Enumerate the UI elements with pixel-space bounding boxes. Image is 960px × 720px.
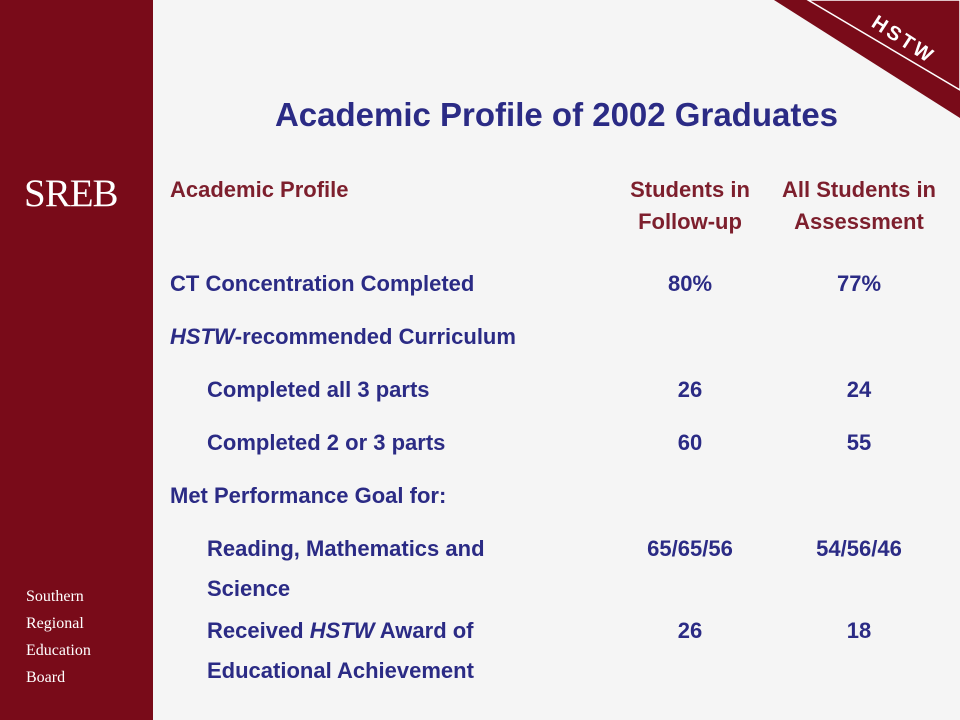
org-line: Regional xyxy=(26,615,84,632)
followup-value: 80% xyxy=(667,271,713,296)
row-label: Completed 2 or 3 parts xyxy=(207,430,446,455)
hstw-emphasis: HSTW xyxy=(309,618,375,643)
header-academic-profile: Academic Profile xyxy=(170,177,349,202)
row-label xyxy=(170,317,590,357)
org-line: Board xyxy=(26,669,66,686)
row-label-rest: -recommended Curriculum xyxy=(234,324,516,349)
org-line: Southern xyxy=(26,588,84,605)
followup-value: 26 xyxy=(677,377,703,402)
followup-value: 60 xyxy=(677,430,703,455)
header-students-follow-up: Students in Follow-up xyxy=(630,177,750,234)
row-label-rest: Award of Educational Achievement xyxy=(207,618,474,683)
row-label: Met Performance Goal for: xyxy=(170,483,447,508)
hstw-emphasis: HSTW xyxy=(170,324,235,349)
row-label-pre: Received xyxy=(207,618,310,643)
all-value: 24 xyxy=(846,377,872,402)
header-all-students: All Students in Assessment xyxy=(782,177,936,234)
row-label: Reading, Mathematics and Science xyxy=(207,536,485,601)
row-label: CT Concentration Completed xyxy=(170,271,475,296)
hstw-badge-text: HSTW xyxy=(867,11,939,69)
org-line: Education xyxy=(26,642,91,659)
row-label: Completed all 3 parts xyxy=(207,377,430,402)
page-title: Academic Profile of 2002 Graduates xyxy=(274,96,839,133)
all-value: 77% xyxy=(836,271,882,296)
followup-value: 26 xyxy=(677,618,703,643)
organization-name xyxy=(26,583,91,691)
row-label xyxy=(207,611,567,691)
followup-value: 65/65/56 xyxy=(647,536,733,561)
sreb-logo: SREB xyxy=(24,172,118,215)
all-value: 54/56/46 xyxy=(816,536,902,561)
all-value: 55 xyxy=(846,430,872,455)
all-value: 18 xyxy=(846,618,872,643)
